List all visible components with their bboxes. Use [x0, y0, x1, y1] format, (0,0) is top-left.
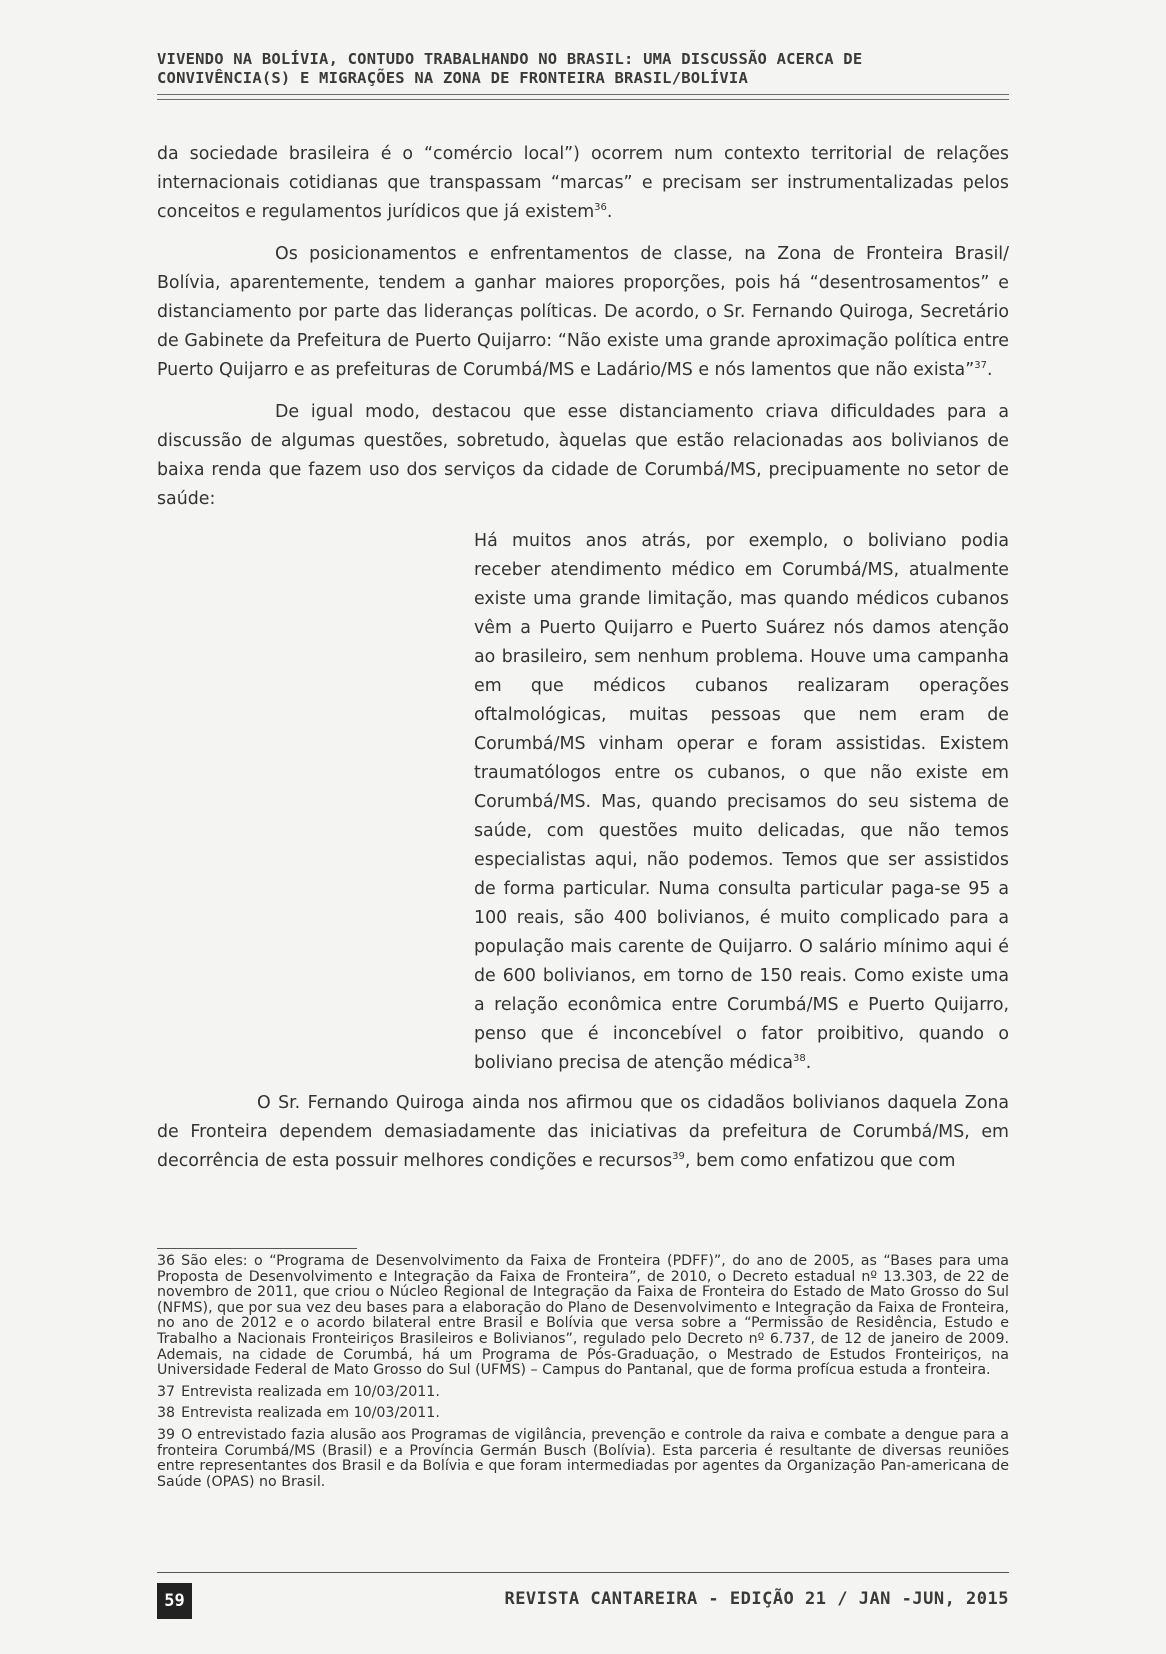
paragraph-4 — [157, 1089, 1009, 1176]
footnote-number: 37 — [157, 1383, 176, 1400]
block-quote-end: . — [805, 1053, 812, 1073]
footnote-36 — [157, 1254, 1009, 1379]
footnote-37 — [157, 1385, 1009, 1401]
page-number: 59 — [157, 1583, 192, 1619]
paragraph-2-text: Os posicionamentos e enfrentamentos de classe, na Zona de Fronteira Brasil/ Bolívia, aparentemente, tendem a ganhar maiores proporções, pois há “desentrosamentos” e distanciamento por parte das lideranças políticas. De acordo, o Sr. Fernando Quiroga, Secretário de Gabinete da Prefeitura de Puerto Quijarro: “Não existe uma grande aproximação política entre Puerto Quijarro e as prefeituras de Corumbá/MS e Ladário/MS e nós lamentos que não exista” — [157, 244, 1009, 380]
header-rule — [157, 94, 1009, 95]
main-text — [157, 140, 1009, 1189]
footnote-number: 36 — [157, 1253, 176, 1269]
header-rule-secondary — [157, 99, 1009, 100]
paragraph-3-text: De igual modo, destacou que esse distanciamento criava dificuldades para a discussão de algumas questões, sobretudo, àquelas que estão relacionadas aos bolivianos de baixa renda que fazem uso dos serviços da cidade de Corumbá/MS, precipuamente no setor de saúde: — [157, 402, 1009, 509]
header-title-line-1: VIVENDO NA BOLÍVIA, CONTUDO TRABALHANDO NO BRASIL: UMA DISCUSSÃO ACERCA DE — [157, 50, 863, 68]
block-quote — [474, 527, 1009, 1078]
footnote-38 — [157, 1406, 1009, 1422]
footnote-text: O entrevistado fazia alusão aos Programas de vigilância, prevenção e controle da raiva e combate a dengue para a fronteira Corumbá/MS (Brasil) e a Província Germán Busch (Bolívia). Esta parceria é resultante de diversas reuniões entre representantes dos Brasil e da Bolívia e que foram intermediadas por agentes da Organização Pan-americana de Saúde (OPAS) no Brasil. — [157, 1426, 1009, 1490]
footnotes — [157, 1254, 1009, 1496]
paragraph-1-text: da sociedade brasileira é o “comércio local”) ocorrem num contexto territorial de relações internacionais cotidianas que transpassam “marcas” e precisam ser instrumentalizadas pelos conceitos e regulamentos jurídicos que já existem — [157, 144, 1009, 222]
paragraph-4-end: , bem como enfatizou que com — [684, 1151, 956, 1171]
journal-title: REVISTA CANTAREIRA - EDIÇÃO 21 / JAN -JUN, 2015 — [504, 1589, 1009, 1609]
footnote-text: Entrevista realizada em 10/03/2011. — [181, 1405, 440, 1422]
running-header — [157, 50, 1007, 88]
header-title-line-2: CONVIVÊNCIA(S) E MIGRAÇÕES NA ZONA DE FRONTEIRA BRASIL/BOLÍVIA — [157, 69, 748, 87]
footnote-text: São eles: o “Programa de Desenvolvimento da Faixa de Fronteira (PDFF)”, do ano de 2005, as “Bases para uma Proposta de Desenvolvimento e Integração da Faixa de Fronteira”, de 2010, o Decreto estadual nº 13.303, de 22 de novembro de 2011, que criou o Núcleo Regional de Integração da Faixa de Fronteira do Estado de Mato Grosso do Sul (NFMS), que por sua vez deu bases para a elaboração do Plano de Desenvolvimento e Integração da Faixa de Fronteira, no ano de 2012 e o acordo bilateral entre Brasil e Bolívia que versa sobre a “Permissão de Residência, Estudo e Trabalho a Nacionais Fronteiriços Brasileiros e Bolivianos”, regulado pelo Decreto nº 6.737, de 12 de janeiro de 2009. Ademais, na cidade de Corumbá, há um Programa de Pós-Graduação, o Mestrado de Estudos Fronteiriços, na Universidade Federal de Mato Grosso do Sul (UFMS) – Campus do Pantanal, que de forma profícua estuda a fronteira. — [157, 1253, 1009, 1379]
paragraph-4-text: O Sr. Fernando Quiroga ainda nos afirmou que os cidadãos bolivianos daquela Zona de Fronteira dependem demasiadamente das iniciativas da prefeitura de Corumbá/MS, em decorrência de esta possuir melhores condições e recursos — [157, 1093, 1009, 1171]
footnote-number: 39 — [157, 1426, 176, 1443]
paragraph-1 — [157, 140, 1009, 227]
footnote-separator — [157, 1248, 357, 1249]
block-quote-text: Há muitos anos atrás, por exemplo, o boliviano podia receber atendimento médico em Corumbá/MS, atualmente existe uma grande limitação, mas quando médicos cubanos vêm a Puerto Quijarro e Puerto Suárez nós damos atenção ao brasileiro, sem nenhum problema. Houve uma campanha em que médicos cubanos realizaram operações oftalmológicas, muitas pessoas que nem eram de Corumbá/MS vinham operar e foram assistidas. Existem traumatólogos entre os cubanos, o que não existe em Corumbá/MS. Mas, quando precisamos do seu sistema de saúde, com questões muito delicadas, que não temos especialistas aqui, não podemos. Temos que ser assistidos de forma particular. Numa consulta particular paga-se 95 a 100 reais, são 400 bolivianos, é muito complicado para a população mais carente de Quijarro. O salário mínimo aqui é de 600 bolivianos, em torno de 150 reais. Como existe uma a relação econômica entre Corumbá/MS e Puerto Quijarro, penso que é inconcebível o fator proibitivo, quando o boliviano precisa de atenção médica — [474, 531, 1009, 1073]
paragraph-2 — [157, 240, 1009, 385]
footnote-ref-36[interactable]: 36 — [594, 202, 607, 214]
paragraph-1-end: . — [606, 202, 613, 222]
footnote-ref-38[interactable]: 38 — [793, 1053, 806, 1065]
footnote-39 — [157, 1428, 1009, 1490]
footnote-ref-37[interactable]: 37 — [974, 360, 987, 372]
paragraph-3 — [157, 398, 1009, 514]
paragraph-2-end: . — [986, 360, 993, 380]
footer-rule — [157, 1572, 1009, 1573]
footnote-ref-39[interactable]: 39 — [672, 1151, 685, 1163]
footnote-number: 38 — [157, 1405, 176, 1422]
footnote-text: Entrevista realizada em 10/03/2011. — [181, 1383, 440, 1400]
